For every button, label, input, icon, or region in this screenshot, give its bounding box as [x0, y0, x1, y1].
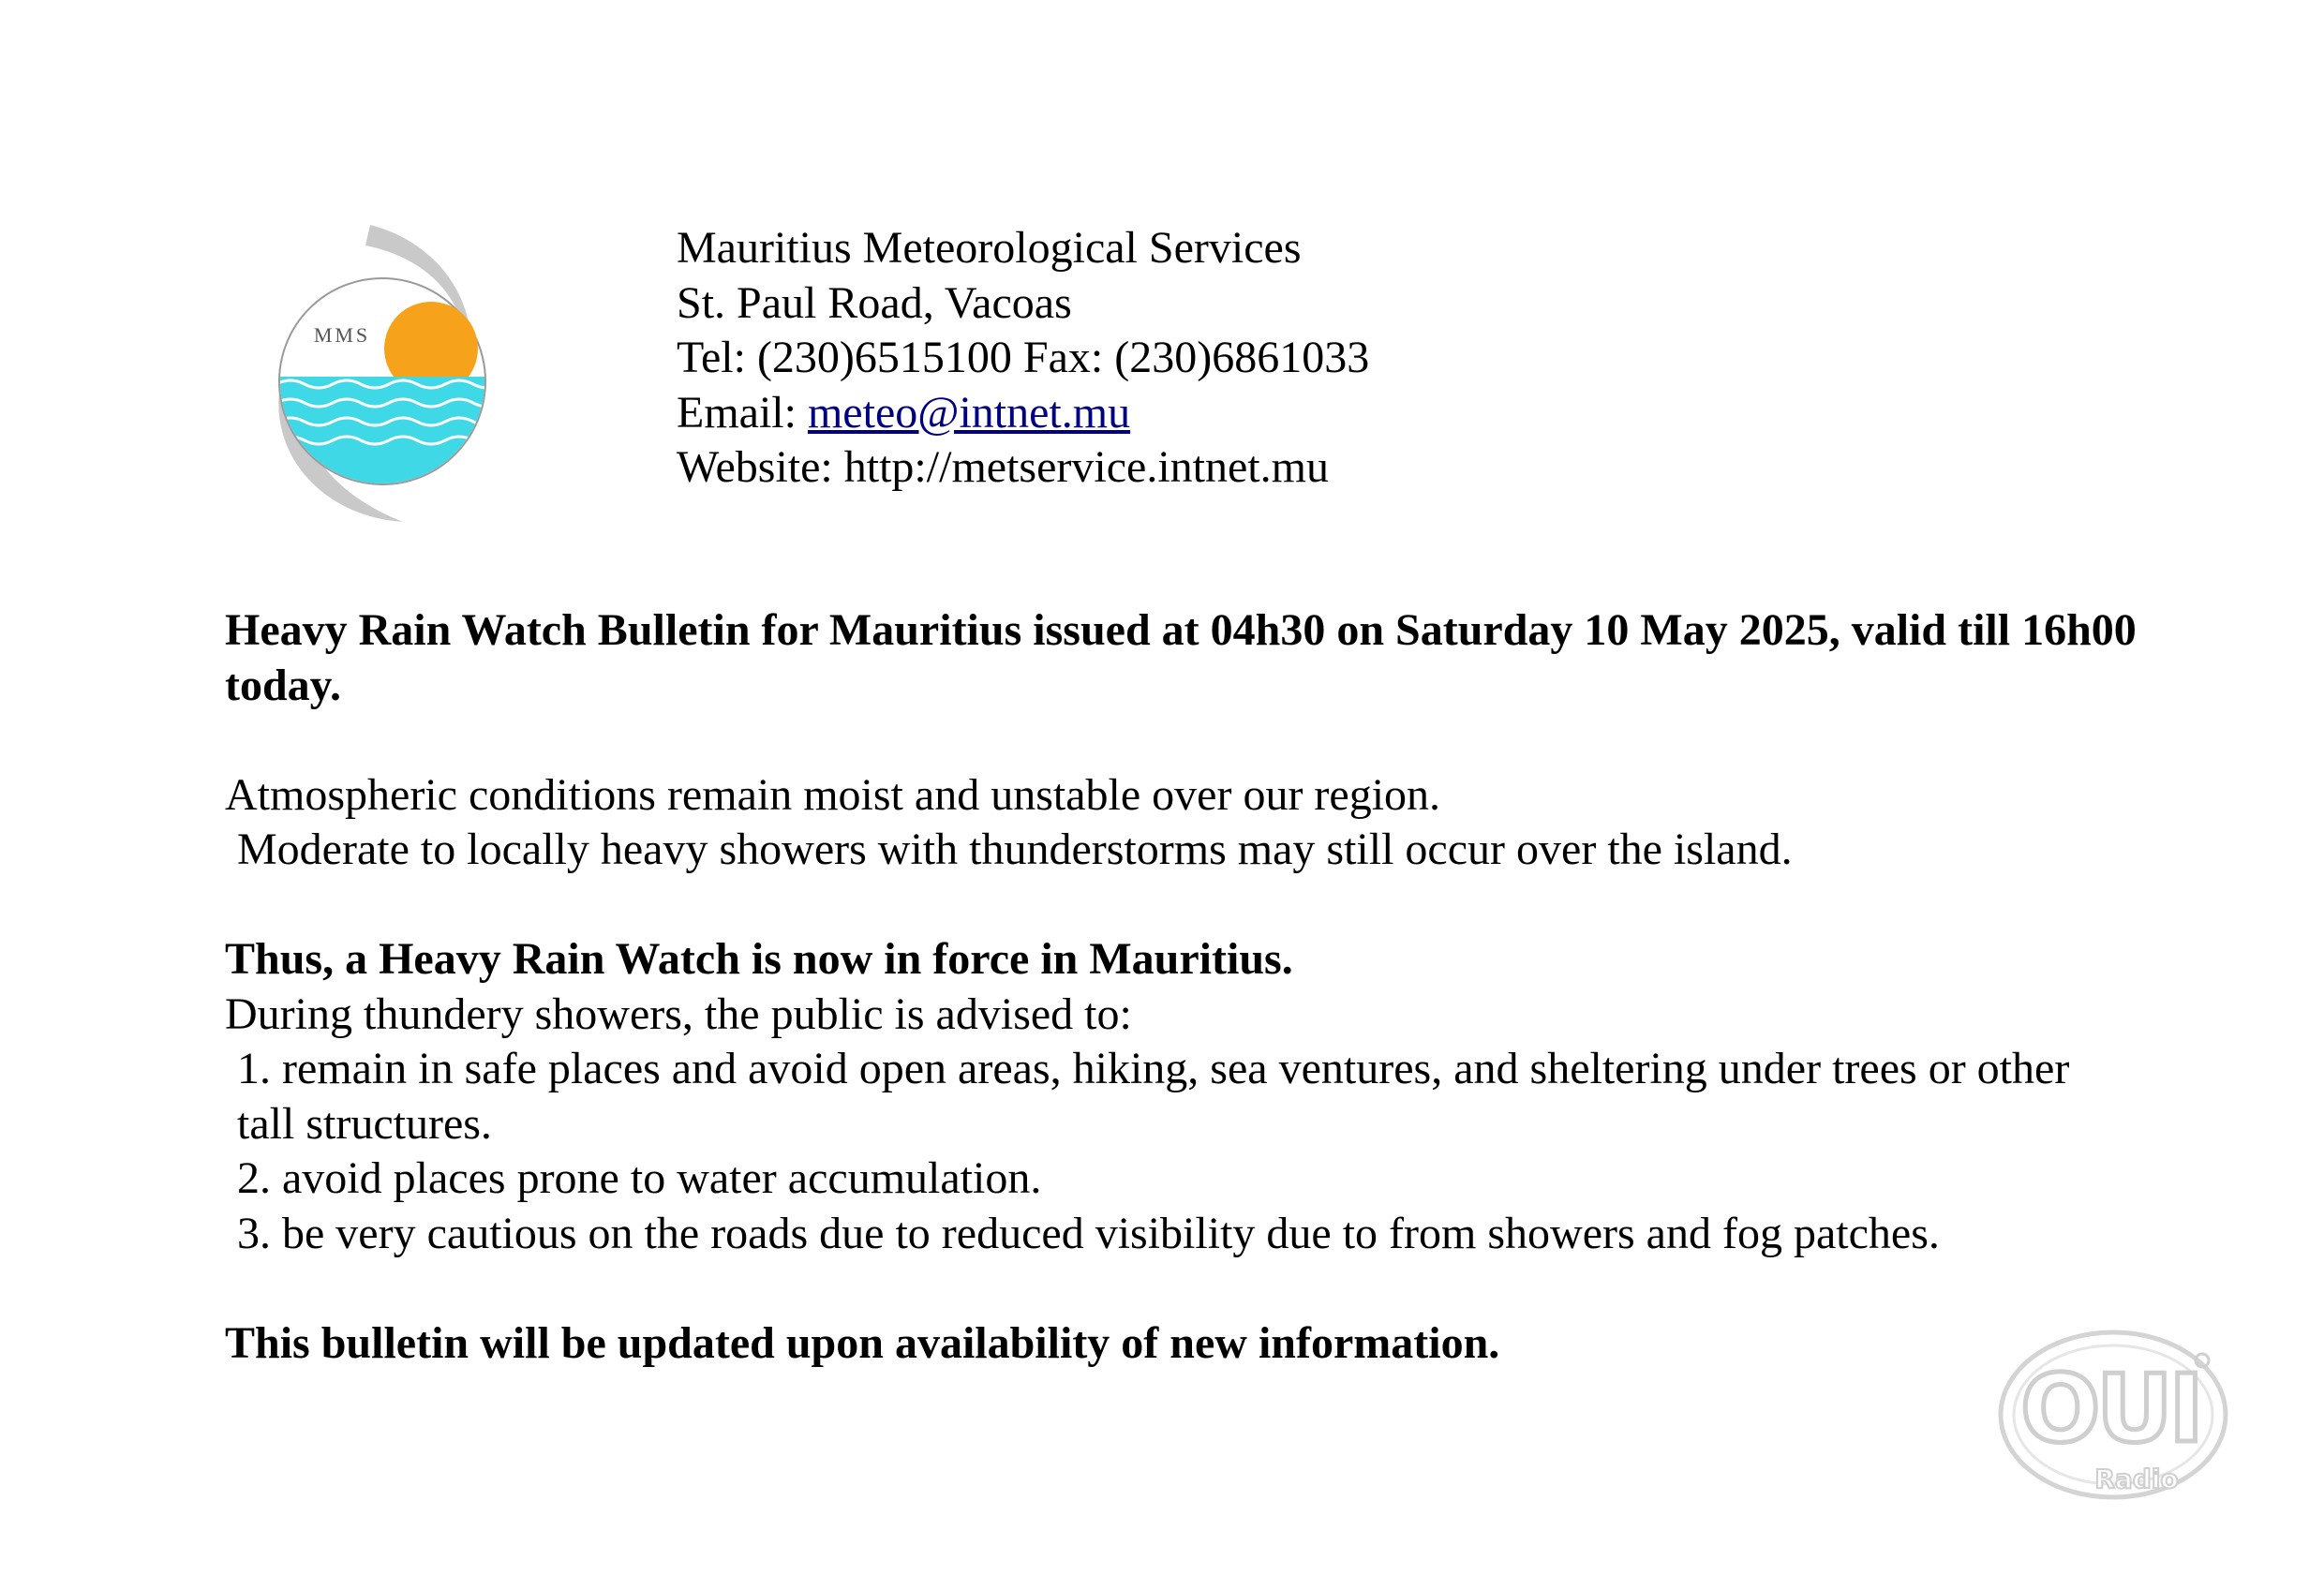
- logo-mms-text: MMS: [313, 323, 371, 347]
- watermark-logo-text: OUI: [2020, 1354, 2200, 1464]
- org-name: Mauritius Meteorological Services: [677, 223, 1302, 273]
- watch-statement: Thus, a Heavy Rain Watch is now in force in Mauritius.: [225, 934, 1293, 984]
- conditions-line-1: Atmospheric conditions remain moist and unstable over our region.: [225, 769, 1441, 820]
- advice-item-1: 1. remain in safe places and avoid open areas, hiking, sea ventures, and sheltering under trees or other tall structures.: [237, 1044, 2070, 1149]
- advice-item-2: 2. avoid places prone to water accumulation.: [237, 1153, 1042, 1203]
- conditions-line-2: Moderate to locally heavy showers with thunderstorms may still occur over the island.: [237, 825, 1793, 874]
- email-link[interactable]: meteo@intnet.mu: [807, 387, 1131, 438]
- postal-address: St. Paul Road, Vacoas: [677, 277, 1072, 328]
- contact-block: [677, 221, 1369, 496]
- email-line: [677, 386, 1369, 441]
- bulletin-title: Heavy Rain Watch Bulletin for Mauritius issued at 04h30 on Saturday 10 May 2025, valid till 16h00 today.: [225, 605, 2137, 710]
- advice-item-3: 3. be very cautious on the roads due to reduced visibility due to from showers and fog patches.: [237, 1208, 1940, 1258]
- logo-sea: [272, 377, 511, 498]
- closing-statement: This bulletin will be updated upon availability of new information.: [225, 1317, 1500, 1368]
- mms-logo: [272, 217, 511, 527]
- website-line: Website: http://metservice.intnet.mu: [677, 442, 1329, 492]
- email-label: Email:: [677, 387, 808, 438]
- oui-radio-watermark: [1996, 1321, 2236, 1513]
- tel-fax: Tel: (230)6515100 Fax: (230)6861033: [677, 333, 1370, 382]
- watermark-sub-text: Radio: [2094, 1464, 2179, 1494]
- advice-intro: During thundery showers, the public is advised to:: [225, 988, 1132, 1039]
- bulletin-body: [225, 603, 2193, 1371]
